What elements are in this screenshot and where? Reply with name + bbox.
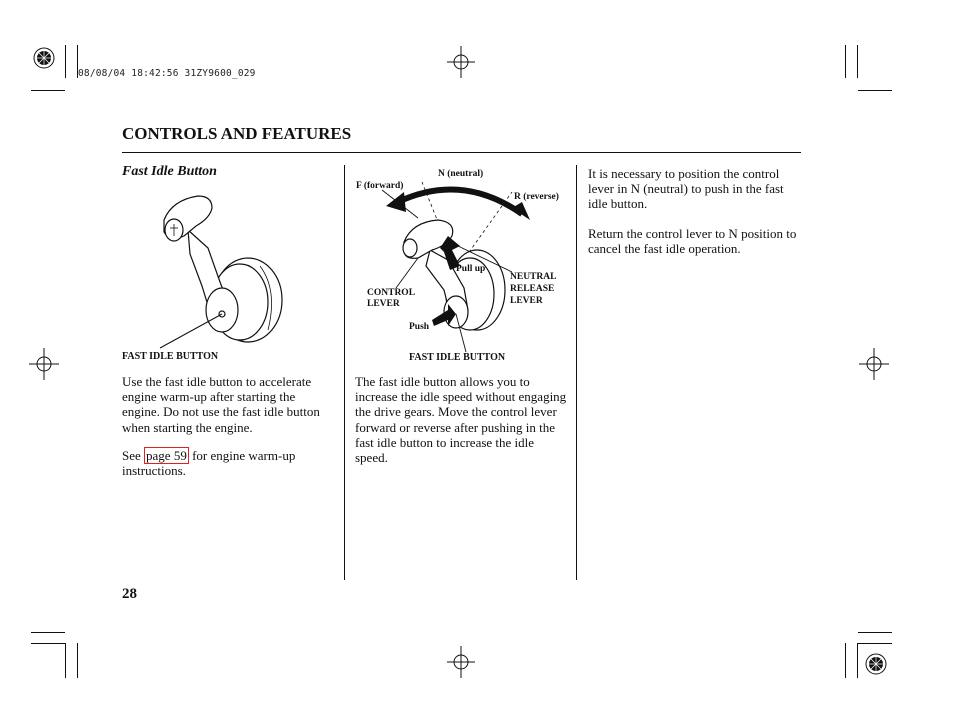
page-59-link[interactable]: page 59 xyxy=(146,448,187,463)
figure-caption: FAST IDLE BUTTON xyxy=(409,352,506,363)
label-neutral: N (neutral) xyxy=(438,169,484,179)
label-neutral-release: NEUTRAL xyxy=(510,272,557,282)
label-neutral-release: RELEASE xyxy=(510,284,555,294)
label-pull-up: Pull up xyxy=(456,264,486,274)
starburst-icon xyxy=(866,654,886,674)
see-reference xyxy=(122,448,336,478)
see-suffix: for engine warm-up instructions. xyxy=(122,448,296,479)
page-number: 28 xyxy=(122,586,137,602)
label-control-lever: LEVER xyxy=(367,299,400,309)
fast-idle-button-illustration xyxy=(150,190,300,350)
body-text: The fast idle button allows you to increase the idle speed without engaging the drive gears. Move the control lever forward or reverse after pushing in the fast idle button to increase the idle speed. xyxy=(355,374,567,466)
header-rule xyxy=(122,152,801,153)
column-divider xyxy=(576,165,577,580)
label-reverse: R (reverse) xyxy=(514,192,559,202)
body-text: Use the fast idle button to accelerate engine warm-up after starting the engine. Do not use the fast idle button when starting the engine. xyxy=(122,374,320,435)
print-stamp: 08/08/04 18:42:56 31ZY9600_029 xyxy=(78,68,256,79)
label-control-lever: CONTROL xyxy=(367,288,416,298)
column-divider xyxy=(344,165,345,580)
figure-caption: FAST IDLE BUTTON xyxy=(122,351,219,362)
section-title: CONTROLS AND FEATURES xyxy=(122,124,352,143)
control-lever-diagram xyxy=(352,162,574,352)
subheading: Fast Idle Button xyxy=(122,164,217,179)
starburst-icon xyxy=(34,48,54,68)
body-text: Return the control lever to N position to cancel the fast idle operation. xyxy=(588,226,797,257)
label-push: Push xyxy=(409,322,430,332)
label-neutral-release: LEVER xyxy=(510,296,543,306)
label-forward: F (forward) xyxy=(356,181,404,191)
see-prefix: See xyxy=(122,448,141,463)
body-text: It is necessary to position the control lever in N (neutral) to push in the fast idle button. xyxy=(588,166,784,212)
